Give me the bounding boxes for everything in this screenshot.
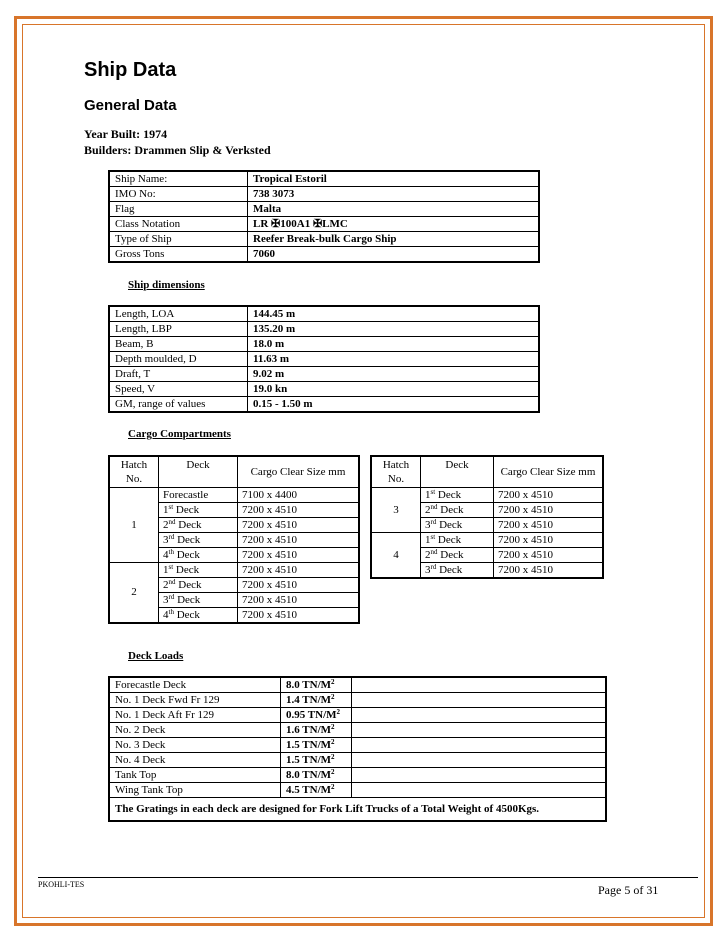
deckload-value-text: 1.4 TN/M <box>286 693 332 706</box>
dimension-row <box>109 322 539 337</box>
deckload-superscript: 2 <box>331 752 335 761</box>
deckload-location: No. 1 Deck Aft Fr 129 <box>109 708 281 723</box>
ship-info-row <box>109 171 539 187</box>
deck-name <box>421 518 494 533</box>
deck-ordinal: 3 <box>163 593 169 606</box>
deck-name <box>421 503 494 518</box>
hatch-header: Hatch No. <box>109 456 159 488</box>
deck-ordinal: 3 <box>163 533 169 546</box>
dimension-row <box>109 352 539 367</box>
deckload-superscript: 2 <box>331 782 335 791</box>
deckload-value <box>281 693 352 708</box>
page-title: Ship Data <box>84 59 177 81</box>
footer-left: PKOHLI-TES <box>38 880 85 889</box>
dimension-row <box>109 306 539 322</box>
deck-ordinal-suffix: st <box>168 562 174 571</box>
deckload-row <box>109 768 606 783</box>
deckload-row <box>109 677 606 693</box>
cargo-size: 7200 x 4510 <box>494 503 604 518</box>
ship-info-value: Tropical Estoril <box>248 171 540 187</box>
deckload-empty <box>352 738 607 753</box>
deck-name <box>159 608 238 624</box>
deckload-row <box>109 723 606 738</box>
dimension-value: 11.63 m <box>248 352 540 367</box>
deck-ordinal-suffix: rd <box>430 562 437 571</box>
ship-info-row <box>109 217 539 232</box>
cargo-size: 7200 x 4510 <box>494 518 604 533</box>
deck-word: Deck <box>178 518 202 531</box>
cargo-size: 7200 x 4510 <box>494 533 604 548</box>
deckload-value <box>281 768 352 783</box>
deck-ordinal: 2 <box>425 548 431 561</box>
deckload-value <box>281 738 352 753</box>
deck-ordinal: 2 <box>163 518 169 531</box>
deck-ordinal: 3 <box>425 563 431 576</box>
dimension-label: Draft, T <box>109 367 248 382</box>
deck-name <box>159 503 238 518</box>
deckload-value-text: 1.6 TN/M <box>286 723 332 736</box>
cargo-row <box>371 488 603 503</box>
deck-word: Deck <box>176 548 200 561</box>
deck-word: Deck <box>178 578 202 591</box>
cargo-row <box>109 563 359 578</box>
deck-ordinal: 1 <box>163 563 169 576</box>
deckload-empty <box>352 783 607 798</box>
hatch-header: Hatch No. <box>371 456 421 488</box>
cargo-size: 7100 x 4400 <box>238 488 360 503</box>
deckload-value-text: 1.5 TN/M <box>286 753 332 766</box>
deckload-location: No. 1 Deck Fwd Fr 129 <box>109 693 281 708</box>
ship-info-table <box>108 170 540 263</box>
deckload-note: The Gratings in each deck are designed for Fork Lift Trucks of a Total Weight of 4500Kgs. <box>109 798 606 822</box>
deck-word: Deck <box>439 518 463 531</box>
ship-info-row <box>109 187 539 202</box>
deck-word: Deck <box>440 548 464 561</box>
deck-ordinal-suffix: rd <box>168 532 175 541</box>
deck-name <box>159 488 238 503</box>
dimensions-table <box>108 305 540 413</box>
deck-word: Deck <box>439 563 463 576</box>
deck-ordinal: 2 <box>163 578 169 591</box>
deck-name <box>159 533 238 548</box>
deckload-note-row <box>109 798 606 822</box>
deck-ordinal: Forecastle <box>163 488 209 501</box>
deckload-empty <box>352 723 607 738</box>
deck-name <box>421 533 494 548</box>
deck-word: Deck <box>437 533 462 546</box>
deck-ordinal-suffix: rd <box>430 517 437 526</box>
dimension-value: 9.02 m <box>248 367 540 382</box>
deckload-location: Forecastle Deck <box>109 677 281 693</box>
deck-name <box>159 548 238 563</box>
cargo-size: 7200 x 4510 <box>494 488 604 503</box>
deckload-superscript: 2 <box>336 707 341 716</box>
ship-info-value: Malta <box>248 202 540 217</box>
deck-name <box>159 563 238 578</box>
deckload-empty <box>352 768 607 783</box>
ship-info-value: 738 3073 <box>248 187 540 202</box>
deckload-row <box>109 708 606 723</box>
deckload-value <box>281 677 352 693</box>
footer-rule <box>38 877 698 878</box>
builders: Builders: Drammen Slip & Verksted <box>84 143 271 157</box>
deck-ordinal: 1 <box>425 488 431 501</box>
dimension-label: Length, LBP <box>109 322 248 337</box>
cargo-size: 7200 x 4510 <box>238 593 360 608</box>
cargo-row <box>109 488 359 503</box>
deckload-value <box>281 783 352 798</box>
hatch-number: 4 <box>371 533 421 579</box>
deckload-empty <box>352 693 607 708</box>
deck-ordinal: 3 <box>425 518 431 531</box>
deck-header: Deck <box>159 456 238 488</box>
cargo-table-left <box>108 455 360 624</box>
hatch-number: 3 <box>371 488 421 533</box>
deck-ordinal-suffix: st <box>168 502 174 511</box>
deck-ordinal-suffix: st <box>430 487 436 496</box>
deckload-location: No. 2 Deck <box>109 723 281 738</box>
deckload-empty <box>352 677 607 693</box>
deck-name <box>421 488 494 503</box>
cargo-size: 7200 x 4510 <box>238 533 360 548</box>
deckload-location: No. 3 Deck <box>109 738 281 753</box>
section-title: General Data <box>84 97 177 114</box>
deck-ordinal-suffix: nd <box>430 547 438 556</box>
deckload-value-text: 4.5 TN/M <box>286 783 332 796</box>
dimension-label: GM, range of values <box>109 397 248 413</box>
ship-info-label: Gross Tons <box>109 247 248 263</box>
cargo-size: 7200 x 4510 <box>494 563 604 579</box>
deck-name <box>159 518 238 533</box>
deck-word: Deck <box>175 503 200 516</box>
ship-info-row <box>109 202 539 217</box>
deck-ordinal: 4 <box>163 548 169 561</box>
ship-info-label: Flag <box>109 202 248 217</box>
deck-word: Deck <box>177 533 201 546</box>
dimension-label: Depth moulded, D <box>109 352 248 367</box>
ship-info-value: LR ✠100A1 ✠LMC <box>248 217 540 232</box>
dimension-value: 135.20 m <box>248 322 540 337</box>
deckload-row <box>109 783 606 798</box>
deckload-value-text: 8.0 TN/M <box>286 678 332 691</box>
deck-header: Deck <box>421 456 494 488</box>
deckload-superscript: 2 <box>331 767 335 776</box>
dimension-label: Beam, B <box>109 337 248 352</box>
deckload-value-text: 8.0 TN/M <box>286 768 332 781</box>
cargo-table-right <box>370 455 604 579</box>
deckload-row <box>109 738 606 753</box>
cargo-size: 7200 x 4510 <box>238 503 360 518</box>
dimension-value: 18.0 m <box>248 337 540 352</box>
deckload-location: No. 4 Deck <box>109 753 281 768</box>
deck-ordinal: 2 <box>425 503 431 516</box>
deck-word: Deck <box>177 593 201 606</box>
deck-name <box>421 563 494 579</box>
deck-name <box>159 578 238 593</box>
deck-ordinal-suffix: st <box>430 532 436 541</box>
ship-info-value: 7060 <box>248 247 540 263</box>
deck-word: Deck <box>440 503 464 516</box>
deckload-superscript: 2 <box>331 737 335 746</box>
deckload-value <box>281 723 352 738</box>
deckload-row <box>109 753 606 768</box>
deck-ordinal-suffix: th <box>168 607 174 616</box>
cargo-size: 7200 x 4510 <box>238 578 360 593</box>
ship-info-label: IMO No: <box>109 187 248 202</box>
deck-ordinal: 4 <box>163 608 169 621</box>
deckloads-title: Deck Loads <box>128 650 184 662</box>
deck-ordinal-suffix: nd <box>168 577 176 586</box>
hatch-number: 1 <box>109 488 159 563</box>
deckload-empty <box>352 708 607 723</box>
deckload-location: Tank Top <box>109 768 281 783</box>
deck-name <box>421 548 494 563</box>
deckload-value-text: 0.95 TN/M <box>286 708 337 721</box>
ship-info-label: Type of Ship <box>109 232 248 247</box>
size-header: Cargo Clear Size mm <box>238 456 360 488</box>
dimensions-title: Ship dimensions <box>128 279 205 291</box>
deckload-superscript: 2 <box>331 677 335 686</box>
dimension-value: 144.45 m <box>248 306 540 322</box>
deck-ordinal: 1 <box>425 533 431 546</box>
dimension-row <box>109 382 539 397</box>
ship-info-row <box>109 232 539 247</box>
dimension-row <box>109 397 539 413</box>
ship-info-label: Class Notation <box>109 217 248 232</box>
deckload-empty <box>352 753 607 768</box>
deck-ordinal-suffix: th <box>168 547 174 556</box>
dimension-label: Speed, V <box>109 382 248 397</box>
ship-info-value: Reefer Break-bulk Cargo Ship <box>248 232 540 247</box>
dimension-label: Length, LOA <box>109 306 248 322</box>
page-number: Page 5 of 31 <box>598 883 659 897</box>
year-built: Year Built: 1974 <box>84 127 168 141</box>
deckload-value <box>281 753 352 768</box>
cargo-size: 7200 x 4510 <box>494 548 604 563</box>
deckload-value-text: 1.5 TN/M <box>286 738 332 751</box>
dimension-value: 19.0 kn <box>248 382 540 397</box>
cargo-row <box>371 533 603 548</box>
cargo-size: 7200 x 4510 <box>238 548 360 563</box>
deck-word: Deck <box>437 488 462 501</box>
size-header: Cargo Clear Size mm <box>494 456 604 488</box>
deck-name <box>159 593 238 608</box>
ship-info-row <box>109 247 539 263</box>
dimension-row <box>109 367 539 382</box>
dimension-row <box>109 337 539 352</box>
deckload-superscript: 2 <box>331 692 335 701</box>
deck-word: Deck <box>176 608 200 621</box>
deckload-superscript: 2 <box>331 722 335 731</box>
deckload-location: Wing Tank Top <box>109 783 281 798</box>
deck-ordinal-suffix: nd <box>430 502 438 511</box>
deck-ordinal: 1 <box>163 503 169 516</box>
cargo-size: 7200 x 4510 <box>238 608 360 624</box>
deck-word: Deck <box>175 563 200 576</box>
deckload-row <box>109 693 606 708</box>
cargo-title: Cargo Compartments <box>128 428 231 440</box>
dimension-value: 0.15 - 1.50 m <box>248 397 540 413</box>
cargo-size: 7200 x 4510 <box>238 563 360 578</box>
deck-ordinal-suffix: rd <box>168 592 175 601</box>
deck-ordinal-suffix: nd <box>168 517 176 526</box>
ship-info-label: Ship Name: <box>109 171 248 187</box>
cargo-size: 7200 x 4510 <box>238 518 360 533</box>
hatch-number: 2 <box>109 563 159 624</box>
deckloads-table <box>108 676 607 822</box>
deckload-value <box>281 708 352 723</box>
